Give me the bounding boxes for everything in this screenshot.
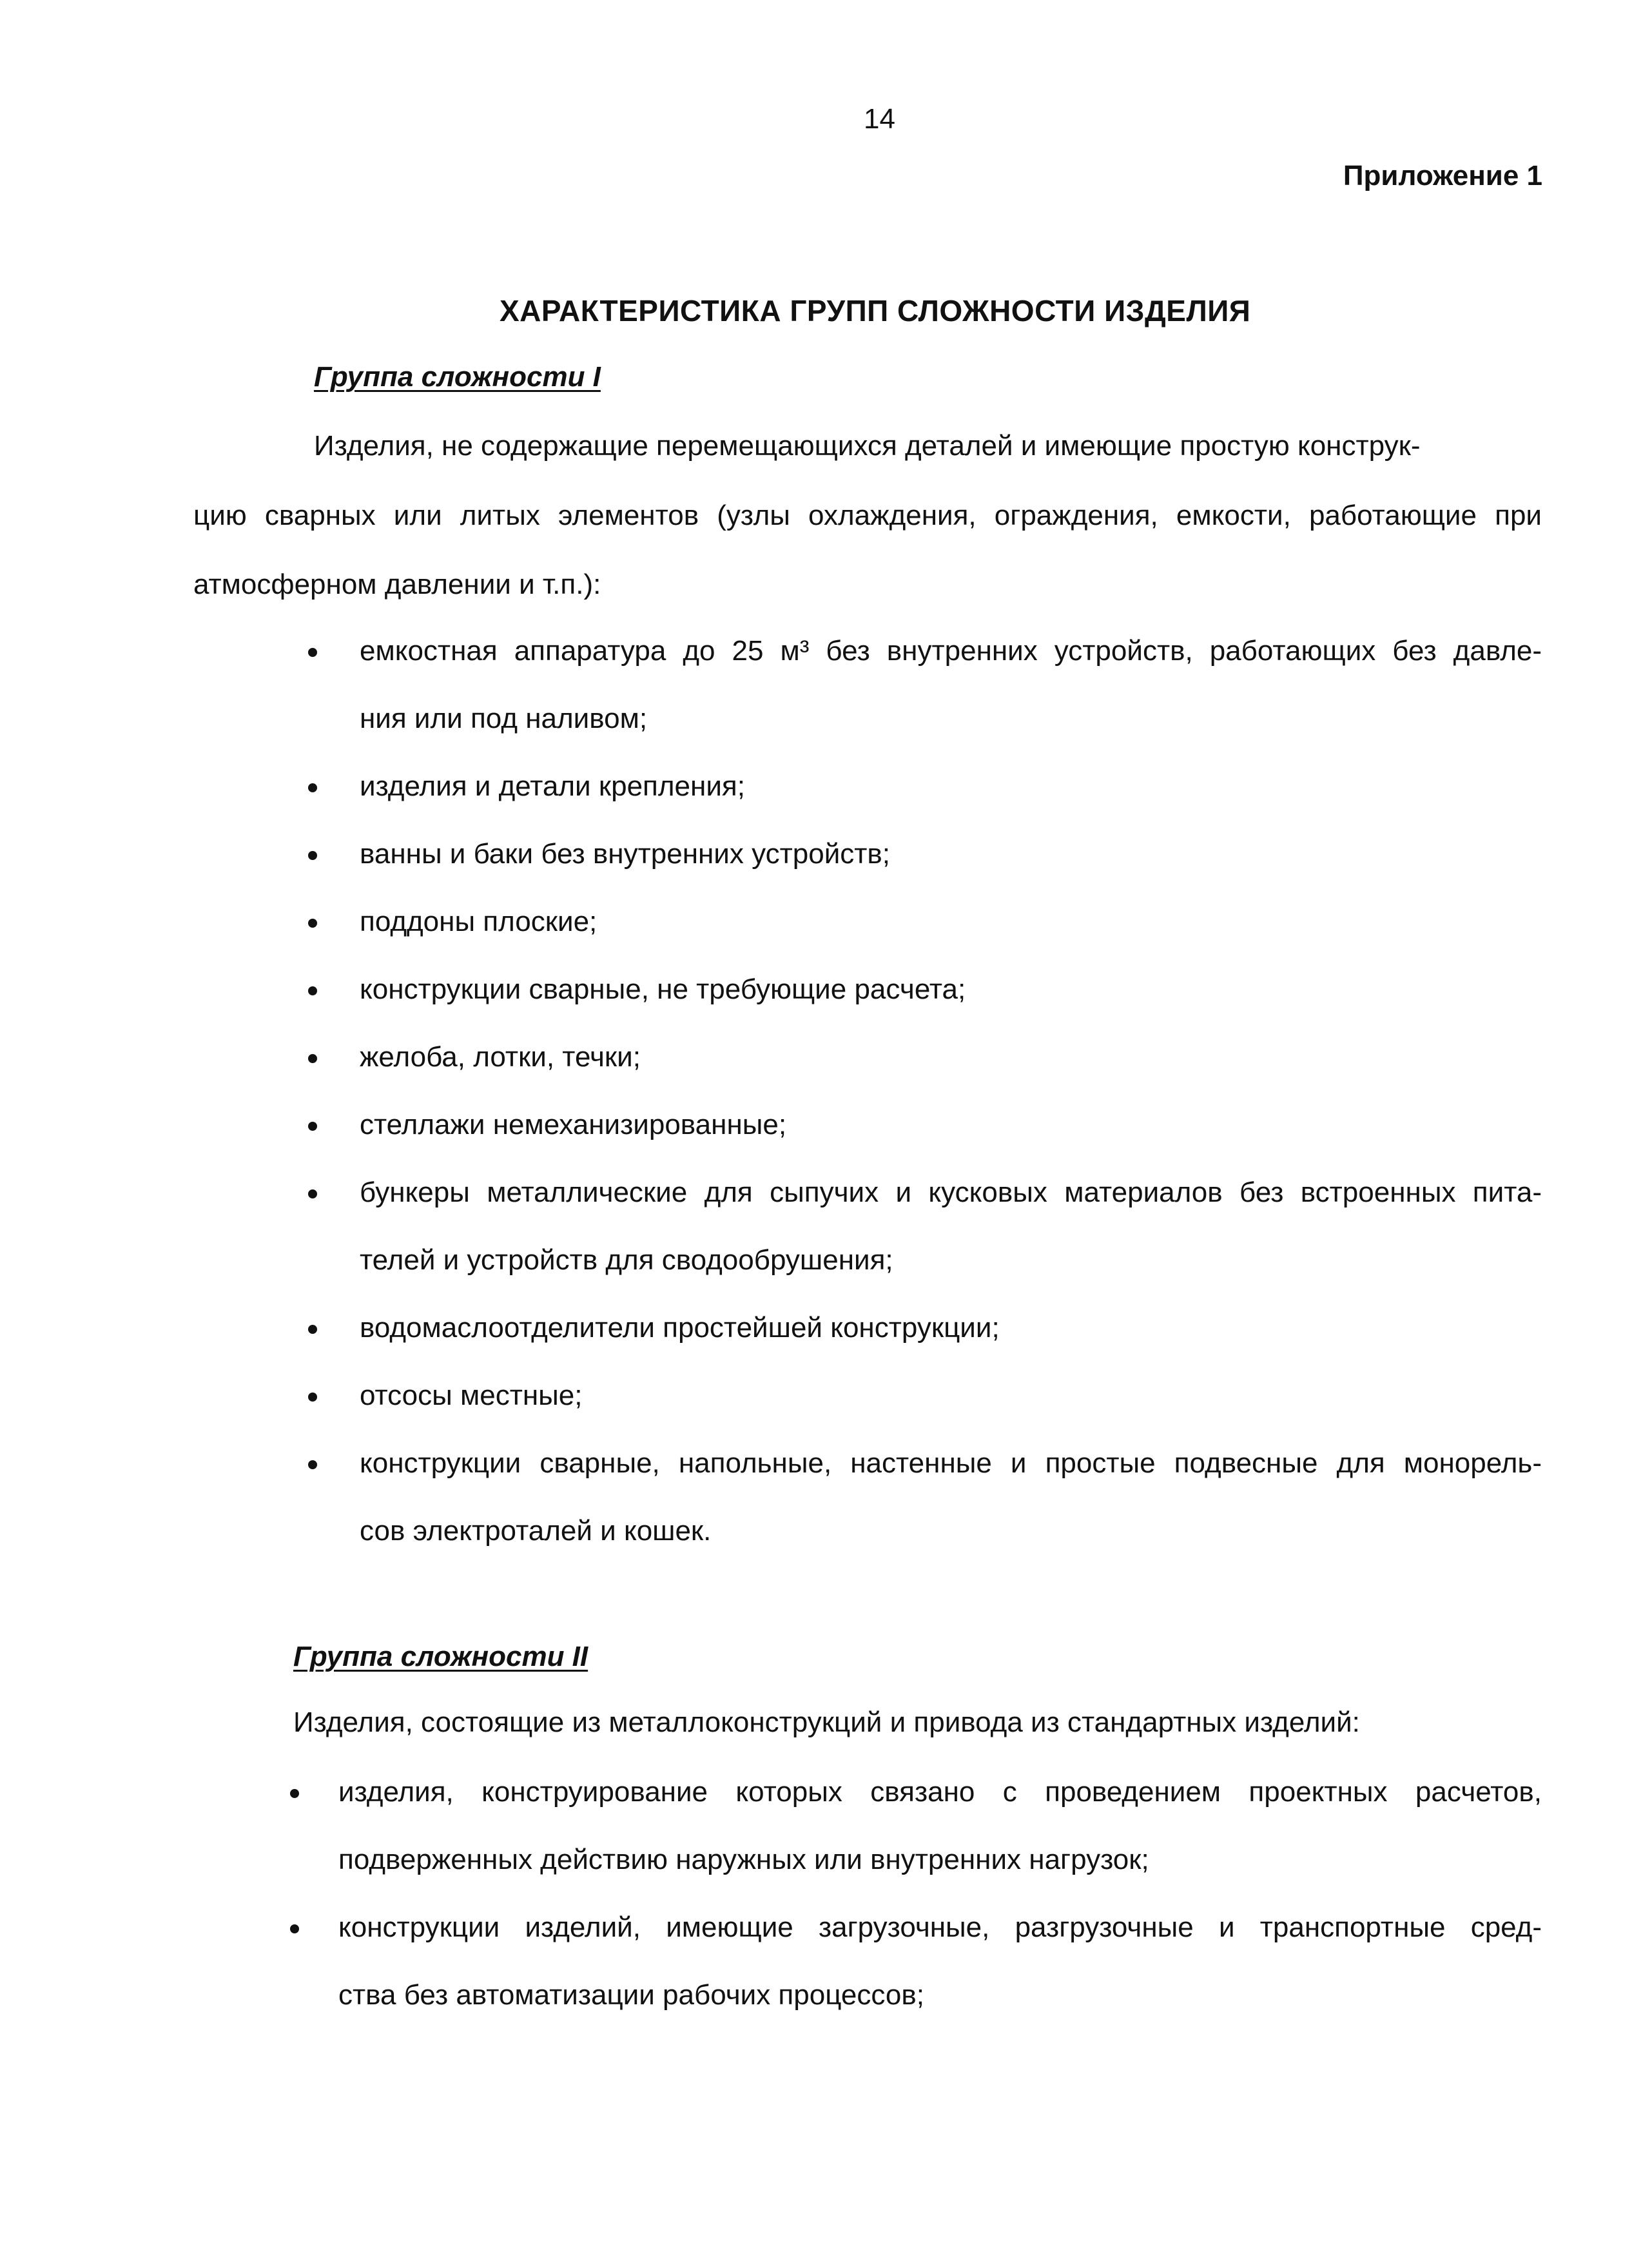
bullet-icon <box>308 783 317 792</box>
bullet-icon <box>308 1460 317 1469</box>
group-2-intro: Изделия, состоящие из металлоконструкций и привода из стандартных изделий: <box>293 1706 1360 1738</box>
list-item-line: конструкции сварные, не требующие расчета; <box>360 973 966 1005</box>
bullet-icon <box>308 1393 317 1402</box>
list-item-line: телей и устройств для сводообрушения; <box>360 1244 893 1276</box>
list-item-line: желоба, лотки, течки; <box>360 1041 641 1073</box>
bullet-icon <box>308 1122 317 1131</box>
list-item-line: поддоны плоские; <box>360 906 598 937</box>
list-item-line: ния или под наливом; <box>360 703 648 734</box>
page-number: 14 <box>864 103 895 135</box>
list-item-line: отсосы местные; <box>360 1380 583 1411</box>
group-1-heading: Группа сложности I <box>314 361 601 393</box>
document-title: ХАРАКТЕРИСТИКА ГРУПП СЛОЖНОСТИ ИЗДЕЛИЯ <box>500 294 1251 327</box>
list-item-line: сов электроталей и кошек. <box>360 1515 712 1547</box>
group-1-intro-line-3: атмосферном давлении и т.п.): <box>193 569 601 600</box>
group-1-intro-line-1 <box>314 432 1542 460</box>
appendix-label: Приложение 1 <box>1343 160 1542 191</box>
list-item-line: конструкции сварные, напольные, настенные и простые подвесные для монорель- <box>360 1447 1542 1479</box>
list-item-line: бункеры металлические для сыпучих и кусковых материалов без встроенных пита- <box>360 1177 1542 1208</box>
bullet-icon <box>308 986 317 995</box>
bullet-icon <box>308 1325 317 1334</box>
list-item-line: конструкции изделий, имеющие загрузочные, разгрузочные и транспортные сред- <box>338 1911 1542 1943</box>
list-item-line: водомаслоотделители простейшей конструкции; <box>360 1312 1000 1344</box>
group-2-heading: Группа сложности II <box>293 1641 588 1672</box>
list-item-line: ства без автоматизации рабочих процессов; <box>338 1979 924 2011</box>
bullet-icon <box>308 919 317 928</box>
bullet-icon <box>308 1054 317 1063</box>
bullet-icon <box>308 648 317 657</box>
list-item-line: емкостная аппаратура до 25 м³ без внутренних устройств, работающих без давле- <box>360 635 1542 667</box>
list-item-line: изделия и детали крепления; <box>360 770 745 802</box>
list-item-line: изделия, конструирование которых связано с проведением проектных расчетов, <box>338 1776 1542 1808</box>
bullet-icon <box>308 1189 317 1198</box>
bullet-icon <box>290 1924 299 1933</box>
group-1-intro-line-1-text: Изделия, не содержащие перемещающихся деталей и имеющие простую конструк- <box>314 430 1421 462</box>
list-item-line: стеллажи немеханизированные; <box>360 1109 787 1140</box>
list-item-line: ванны и баки без внутренних устройств; <box>360 838 891 870</box>
bullet-icon <box>308 851 317 860</box>
list-item-line: подверженных действию наружных или внутренних нагрузок; <box>338 1844 1149 1875</box>
bullet-icon <box>290 1789 299 1798</box>
group-1-intro-line-2: цию сварных или литых элементов (узлы охлаждения, ограждения, емкости, работающие при <box>193 500 1542 531</box>
